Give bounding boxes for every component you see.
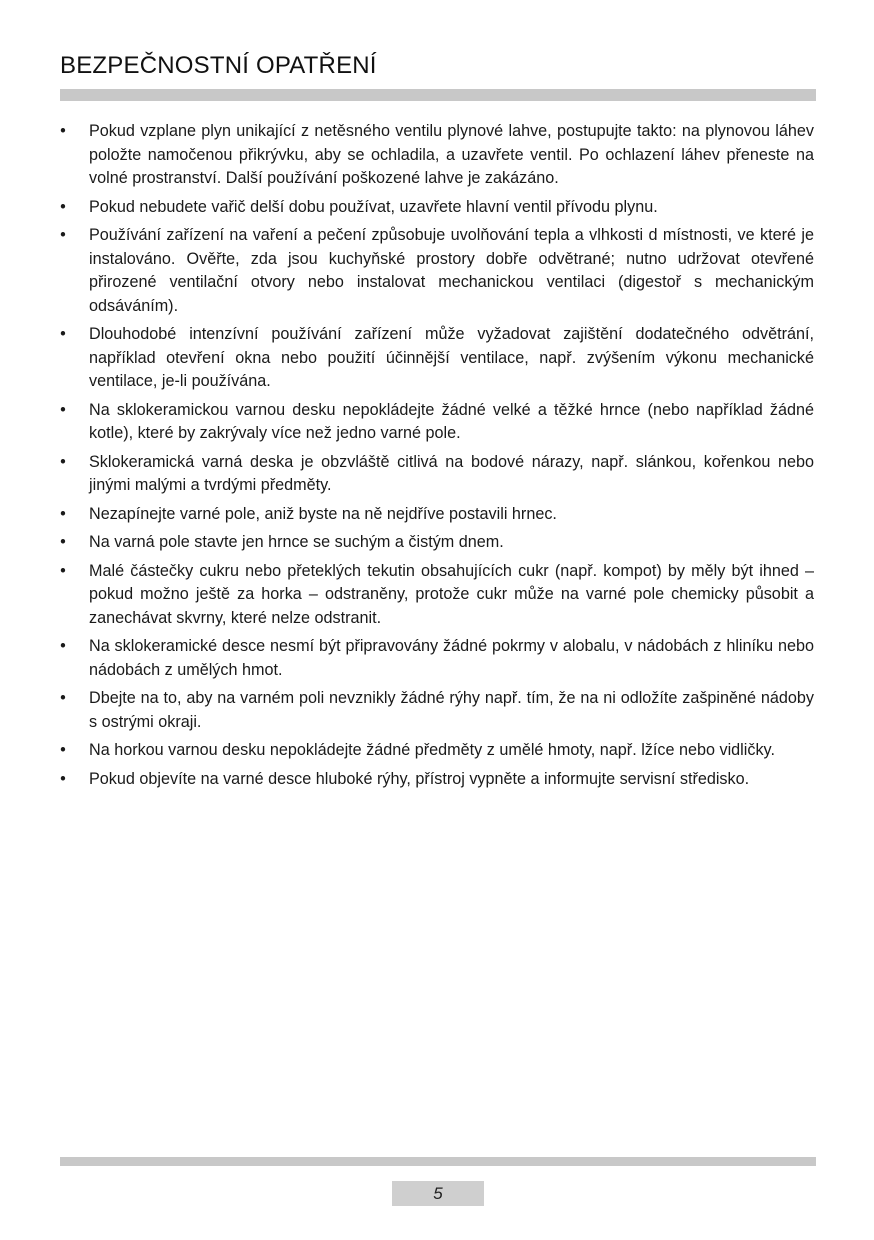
list-item: [58, 560, 814, 631]
list-item-text: Na sklokeramické desce nesmí být připravovány žádné pokrmy v alobalu, v nádobách z hliníku nebo nádobách z umělých hmot.: [89, 637, 814, 679]
list-item-text: Na sklokeramickou varnou desku nepokládejte žádné velké a těžké hrnce (nebo například žádné kotle), které by zakrývaly více než jedno varné pole.: [89, 400, 814, 442]
list-item-text: Dlouhodobé intenzívní používání zařízení může vyžadovat zajištění dodatečného odvětrání, například otevření okna nebo použití účinnější ventilace, např. zvýšením výkonu mechanické ventilace, je-li používána.: [89, 325, 814, 390]
page-number: 5: [392, 1181, 484, 1206]
list-item: [58, 531, 814, 555]
list-item-text: Nezapínejte varné pole, aniž byste na ně nejdříve postavili hrnec.: [89, 504, 557, 523]
list-item: [58, 120, 814, 191]
list-item: [58, 687, 814, 734]
bullet-icon: •: [60, 325, 66, 343]
bullet-icon: •: [60, 400, 66, 419]
list-item: [58, 451, 814, 498]
bullet-icon: •: [60, 452, 66, 471]
safety-instructions-list: [58, 120, 814, 796]
page-title: BEZPEČNOSTNÍ OPATŘENÍ: [60, 52, 377, 79]
list-item: [58, 399, 814, 446]
list-item: [58, 224, 814, 318]
list-item-text: Používání zařízení na vaření a pečení způsobuje uvolňování tepla a vlhkosti d místnosti, ve které je instalováno. Ověřte, zda jsou kuchyňské prostory dobře odvětrané; nutno udržovat otevřené přirozené ventilační otvory nebo instalovat mechanickou ventilaci (digestoř s mechanickým odsáváním).: [89, 226, 814, 315]
bullet-icon: •: [60, 504, 66, 523]
list-item: [58, 635, 814, 682]
bullet-icon: •: [60, 689, 66, 707]
bullet-icon: •: [60, 533, 66, 551]
bullet-icon: •: [60, 226, 66, 244]
bullet-icon: •: [60, 197, 66, 216]
list-item: [58, 196, 814, 220]
list-item: [58, 323, 814, 394]
bullet-icon: •: [60, 122, 66, 140]
footer-divider: [60, 1157, 816, 1166]
bullet-icon: •: [60, 561, 66, 580]
list-item-text: Dbejte na to, aby na varném poli nevznikly žádné rýhy např. tím, že na ni odložíte zašpiněné nádoby s ostrými okraji.: [89, 689, 814, 731]
list-item-text: Pokud vzplane plyn unikající z netěsného ventilu plynové lahve, postupujte takto: na plynovou láhev položte namočenou přikrývku, aby se ochladila, a uzavřete ventil. Po ochlazení láhev přeneste na volné prostranství. Další používání poškozené lahve je zakázáno.: [89, 122, 814, 187]
bullet-icon: •: [60, 637, 66, 655]
list-item-text: Pokud nebudete vařič delší dobu používat, uzavřete hlavní ventil přívodu plynu.: [89, 197, 658, 216]
header-divider: [60, 89, 816, 101]
bullet-icon: •: [60, 741, 66, 759]
list-item: [58, 503, 814, 527]
bullet-icon: •: [60, 769, 66, 788]
list-item-text: Na varná pole stavte jen hrnce se suchým a čistým dnem.: [89, 533, 504, 551]
list-item-text: Sklokeramická varná deska je obzvláště citlivá na bodové nárazy, např. slánkou, kořenkou nebo jinými malými a tvrdými předměty.: [89, 452, 814, 494]
list-item: [58, 768, 814, 792]
list-item: [58, 739, 814, 763]
list-item-text: Malé částečky cukru nebo přeteklých tekutin obsahujících cukr (např. kompot) by měly být ihned – pokud možno ještě za horka – odstraněny, protože cukr může na varné pole chemicky působit a zanechávat skvrny, které nelze odstranit.: [89, 561, 814, 627]
list-item-text: Na horkou varnou desku nepokládejte žádné předměty z umělé hmoty, např. lžíce nebo vidličky.: [89, 741, 775, 759]
list-item-text: Pokud objevíte na varné desce hluboké rýhy, přístroj vypněte a informujte servisní středisko.: [89, 769, 750, 788]
